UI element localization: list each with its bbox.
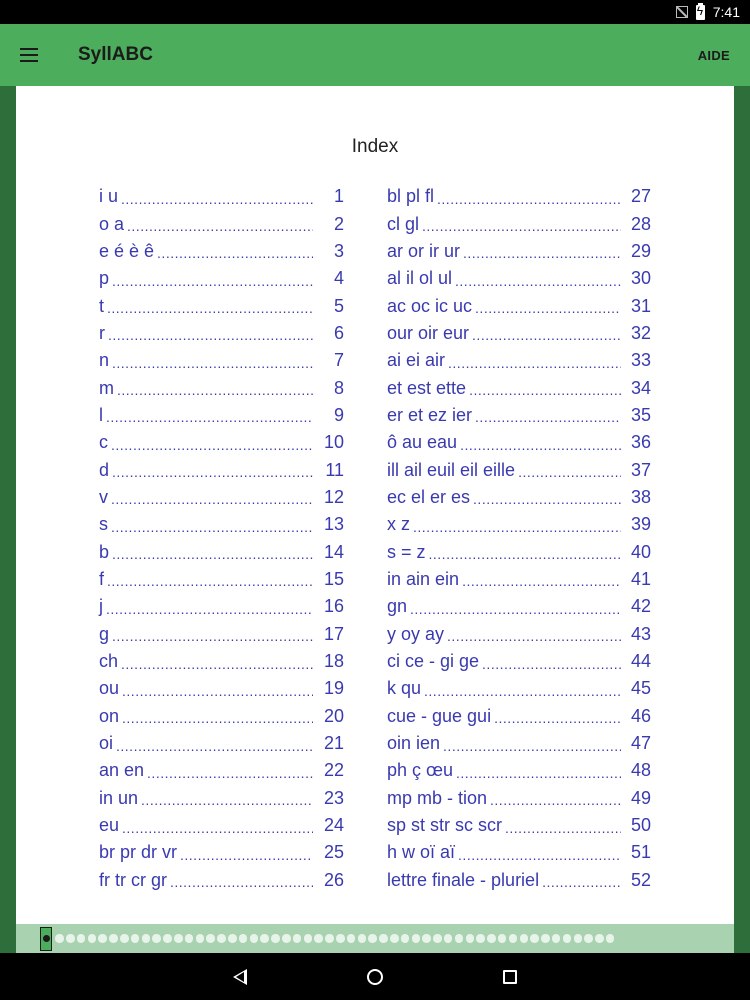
dot-leader (469, 382, 621, 398)
index-entry-page: 45 (630, 678, 651, 699)
page-dot[interactable] (88, 934, 97, 943)
index-entry-page: 43 (630, 623, 651, 644)
page-dot[interactable] (250, 934, 259, 943)
dot-leader (127, 218, 313, 234)
page-dot[interactable] (401, 934, 410, 943)
page-title: Index (351, 136, 399, 157)
page-dot[interactable] (444, 934, 453, 943)
index-entry[interactable] (387, 839, 651, 866)
index-entry-page: 40 (630, 541, 651, 562)
index-entry-page: 33 (630, 350, 651, 371)
index-entry[interactable] (387, 867, 651, 894)
dot-leader (141, 792, 313, 808)
index-entry[interactable] (99, 238, 344, 265)
page-dot[interactable] (98, 934, 107, 943)
page-dot[interactable] (358, 934, 367, 943)
index-entry-page: 27 (630, 186, 651, 207)
dot-leader (410, 601, 621, 617)
dot-leader (122, 820, 313, 836)
index-entry-page: 47 (630, 733, 651, 754)
index-entry-label: cl gl (387, 213, 420, 234)
index-entry[interactable] (99, 566, 344, 593)
index-entry[interactable] (99, 374, 344, 401)
index-entry-page: 32 (630, 322, 651, 343)
page-dot[interactable] (228, 934, 237, 943)
index-entry[interactable] (99, 292, 344, 319)
index-entry-page: 42 (630, 596, 651, 617)
dot-leader (422, 218, 621, 234)
page-dot[interactable] (206, 934, 215, 943)
page-dot[interactable] (347, 934, 356, 943)
index-column-right (387, 183, 651, 894)
dot-leader (106, 409, 313, 425)
index-entry[interactable] (99, 867, 344, 894)
index-entry-label: in un (99, 787, 139, 808)
index-entry-label: c (99, 432, 108, 453)
dot-leader (112, 273, 313, 289)
dot-leader (518, 464, 621, 480)
page-dot[interactable] (412, 934, 421, 943)
index-entry-page: 26 (323, 869, 344, 890)
index-entry[interactable] (387, 757, 651, 784)
index-entry[interactable] (387, 292, 651, 319)
dot-leader (455, 273, 621, 289)
dot-leader (116, 738, 313, 754)
index-entry-page: 36 (630, 432, 651, 453)
index-entry[interactable] (387, 374, 651, 401)
index-entry[interactable] (387, 265, 651, 292)
index-entry-page: 13 (323, 514, 344, 535)
index-entry[interactable] (99, 429, 344, 456)
index-entry-label: f (99, 568, 105, 589)
dot-leader (121, 191, 313, 207)
index-entry-label: er et ez ier (387, 404, 473, 425)
index-entry-label: ci ce - gi ge (387, 651, 480, 672)
index-entry[interactable] (387, 566, 651, 593)
dot-leader (112, 355, 313, 371)
status-bar (0, 0, 750, 24)
page-dot[interactable] (185, 934, 194, 943)
index-entry[interactable] (99, 538, 344, 565)
page-dot[interactable] (152, 934, 161, 943)
index-entry[interactable] (387, 511, 651, 538)
index-entry-label: sp st str sc scr (387, 815, 503, 836)
page-dot[interactable] (163, 934, 172, 943)
dot-leader (413, 519, 621, 535)
dot-leader (475, 409, 621, 425)
index-entry-page: 24 (323, 815, 344, 836)
page-dot[interactable] (422, 934, 431, 943)
dot-leader (112, 464, 313, 480)
index-entry-label: an en (99, 760, 145, 781)
menu-icon[interactable] (9, 24, 49, 86)
page-dot[interactable] (271, 934, 280, 943)
index-entry[interactable] (387, 730, 651, 757)
index-entry-page: 35 (630, 404, 651, 425)
index-entry-label: b (99, 541, 110, 562)
index-entry[interactable] (99, 621, 344, 648)
recents-icon[interactable] (503, 970, 517, 984)
index-entry[interactable] (387, 484, 651, 511)
dot-leader (111, 491, 313, 507)
dot-leader (447, 628, 621, 644)
page-dot[interactable] (584, 934, 593, 943)
index-entry-label: h w oï aï (387, 842, 456, 863)
dot-leader (112, 546, 313, 562)
index-entry-page: 38 (630, 486, 651, 507)
index-entry-page: 6 (333, 322, 344, 343)
navigation-bar (0, 953, 750, 1000)
dot-leader (121, 656, 313, 672)
index-entry-page: 2 (333, 213, 344, 234)
index-page (16, 86, 734, 924)
page-dot[interactable] (239, 934, 248, 943)
index-entry[interactable] (99, 320, 344, 347)
index-entry-page: 1 (333, 186, 344, 207)
dot-leader (494, 710, 621, 726)
index-entry-page: 10 (323, 432, 344, 453)
index-entry-page: 19 (323, 678, 344, 699)
dot-leader (460, 437, 621, 453)
dot-leader (429, 546, 621, 562)
dot-leader (122, 710, 313, 726)
index-entry[interactable] (99, 183, 344, 210)
page-dot[interactable] (498, 934, 507, 943)
dot-leader (157, 245, 313, 261)
page-dot[interactable] (541, 934, 550, 943)
page-dot[interactable] (174, 934, 183, 943)
dot-leader (448, 355, 621, 371)
page-dot[interactable] (293, 934, 302, 943)
index-entry-page: 44 (630, 651, 651, 672)
dot-leader (111, 519, 313, 535)
index-entry[interactable] (99, 812, 344, 839)
index-entry-label: n (99, 350, 110, 371)
page-dot[interactable] (120, 934, 129, 943)
index-entry[interactable] (387, 320, 651, 347)
index-entry[interactable] (99, 675, 344, 702)
index-entry[interactable] (99, 210, 344, 237)
dot-leader (458, 847, 621, 863)
index-entry[interactable] (387, 812, 651, 839)
home-icon[interactable] (367, 969, 383, 985)
index-entry-page: 37 (630, 459, 651, 480)
dot-leader (111, 437, 313, 453)
index-entry[interactable] (387, 703, 651, 730)
index-entry-label: eu (99, 815, 120, 836)
index-entry-page: 12 (323, 486, 344, 507)
dot-leader (122, 683, 313, 699)
page-dot[interactable] (379, 934, 388, 943)
index-entry-page: 17 (323, 623, 344, 644)
dot-leader (456, 765, 621, 781)
index-entry-label: br pr dr vr (99, 842, 178, 863)
page-dot[interactable] (552, 934, 561, 943)
page-dot[interactable] (368, 934, 377, 943)
dot-leader (473, 491, 621, 507)
index-entry[interactable] (387, 210, 651, 237)
dot-leader (443, 738, 621, 754)
index-entry-label: ô au eau (387, 432, 458, 453)
page-dot[interactable] (390, 934, 399, 943)
index-entry[interactable] (387, 621, 651, 648)
dot-leader (505, 820, 621, 836)
index-entry-page: 8 (333, 377, 344, 398)
page-dot[interactable] (476, 934, 485, 943)
index-entry-label: cue - gue gui (387, 705, 492, 726)
dot-leader (180, 847, 313, 863)
page-dot[interactable] (55, 934, 64, 943)
index-entry-label: oi (99, 733, 114, 754)
page-dot[interactable] (142, 934, 151, 943)
index-entry-label: e é è ê (99, 240, 155, 261)
app-title: SyllABC (78, 44, 153, 65)
index-entry-page: 48 (630, 760, 651, 781)
index-entry-label: our oir eur (387, 322, 470, 343)
dot-leader (107, 573, 313, 589)
page-dot[interactable] (336, 934, 345, 943)
index-entry-label: x z (387, 514, 411, 535)
index-entry-page: 50 (630, 815, 651, 836)
index-entry-page: 23 (323, 787, 344, 808)
index-entry[interactable] (99, 511, 344, 538)
index-entry-label: ph ç œu (387, 760, 454, 781)
index-entry-page: 20 (323, 705, 344, 726)
index-entry-page: 28 (630, 213, 651, 234)
index-entry[interactable] (99, 484, 344, 511)
page-dot[interactable] (595, 934, 604, 943)
index-entry-page: 39 (630, 514, 651, 535)
index-entry-page: 4 (333, 268, 344, 289)
index-entry[interactable] (387, 593, 651, 620)
index-entry-label: gn (387, 596, 408, 617)
back-icon[interactable] (233, 969, 247, 985)
index-entry[interactable] (387, 238, 651, 265)
page-dot[interactable] (530, 934, 539, 943)
help-button[interactable]: AIDE (697, 47, 730, 63)
app-bar (0, 24, 750, 86)
index-entry[interactable] (387, 183, 651, 210)
index-column-left (99, 183, 344, 894)
index-entry-label: ai ei air (387, 350, 446, 371)
index-entry-label: ch (99, 651, 119, 672)
page-dot[interactable] (433, 934, 442, 943)
index-entry-page: 41 (630, 568, 651, 589)
index-entry-page: 15 (323, 568, 344, 589)
dot-leader (437, 191, 621, 207)
index-entry-page: 21 (323, 733, 344, 754)
dot-leader (147, 765, 313, 781)
index-entry-label: r (99, 322, 105, 343)
index-entry[interactable] (387, 429, 651, 456)
page-dot-current[interactable] (40, 927, 52, 951)
index-entry-page: 46 (630, 705, 651, 726)
index-entry[interactable] (99, 456, 344, 483)
index-entry-label: d (99, 459, 110, 480)
index-entry-label: mp mb - tion (387, 787, 488, 808)
index-entry-label: oin ien (387, 733, 441, 754)
index-entry-page: 7 (333, 350, 344, 371)
index-entry-label: ec el er es (387, 486, 471, 507)
index-entry-label: k qu (387, 678, 422, 699)
index-entry-label: on (99, 705, 120, 726)
page-dot[interactable] (131, 934, 140, 943)
no-sim-icon (676, 6, 688, 18)
dot-leader (472, 327, 621, 343)
page-dot[interactable] (455, 934, 464, 943)
index-entry-label: fr tr cr gr (99, 869, 167, 890)
index-entry[interactable] (387, 347, 651, 374)
index-entry[interactable] (99, 347, 344, 374)
index-entry-label: s = z (387, 541, 426, 562)
index-entry-label: v (99, 486, 108, 507)
index-entry-page: 51 (630, 842, 651, 863)
index-entry-label: ill ail euil eil eille (387, 459, 516, 480)
dot-leader (108, 327, 313, 343)
index-entry-label: i u (99, 186, 119, 207)
page-dot[interactable] (509, 934, 518, 943)
index-entry-label: y oy ay (387, 623, 445, 644)
index-entry[interactable] (387, 456, 651, 483)
index-entry[interactable] (99, 785, 344, 812)
index-entry-label: in ain ein (387, 568, 460, 589)
index-entry-label: ac oc ic uc (387, 295, 473, 316)
index-entry[interactable] (387, 402, 651, 429)
status-time: 7:41 (712, 4, 740, 20)
index-entry-page: 18 (323, 651, 344, 672)
page-indicator (16, 924, 734, 953)
index-entry-page: 5 (333, 295, 344, 316)
page-dot[interactable] (77, 934, 86, 943)
page-dot[interactable] (314, 934, 323, 943)
page-dot[interactable] (325, 934, 334, 943)
index-entry-label: ar or ir ur (387, 240, 461, 261)
index-entry[interactable] (99, 648, 344, 675)
index-entry-page: 25 (323, 842, 344, 863)
index-entry-label: bl pl fl (387, 186, 435, 207)
index-entry[interactable] (387, 648, 651, 675)
index-entry-page: 31 (630, 295, 651, 316)
page-dot[interactable] (466, 934, 475, 943)
index-entry-label: lettre finale - pluriel (387, 869, 540, 890)
index-entry[interactable] (99, 402, 344, 429)
page-dot[interactable] (260, 934, 269, 943)
dot-leader (117, 382, 313, 398)
index-entry-label: t (99, 295, 105, 316)
index-entry-page: 22 (323, 760, 344, 781)
battery-charging-icon (696, 5, 705, 20)
index-entry-page: 16 (323, 596, 344, 617)
index-entry-page: 3 (333, 240, 344, 261)
index-entry[interactable] (387, 538, 651, 565)
page-dot[interactable] (196, 934, 205, 943)
index-entry-page: 34 (630, 377, 651, 398)
page-dot[interactable] (574, 934, 583, 943)
index-entry-page: 29 (630, 240, 651, 261)
index-entry-label: et est ette (387, 377, 467, 398)
page-dot[interactable] (217, 934, 226, 943)
page-dot[interactable] (520, 934, 529, 943)
index-entry[interactable] (387, 675, 651, 702)
index-entry-label: s (99, 514, 108, 535)
index-entry-page: 11 (325, 459, 344, 480)
dot-leader (462, 573, 621, 589)
page-dot[interactable] (304, 934, 313, 943)
dot-leader (482, 656, 621, 672)
index-entry[interactable] (99, 839, 344, 866)
index-entry[interactable] (387, 785, 651, 812)
index-entry-page: 9 (333, 404, 344, 425)
index-entry[interactable] (99, 757, 344, 784)
index-entry-page: 52 (630, 869, 651, 890)
index-entry-label: j (99, 596, 103, 617)
index-entry[interactable] (99, 730, 344, 757)
index-entry-label: m (99, 377, 114, 398)
index-entry-label: o a (99, 213, 125, 234)
index-entry-label: g (99, 623, 110, 644)
page-dot[interactable] (606, 934, 615, 943)
index-entry-page: 30 (630, 268, 651, 289)
index-entry[interactable] (99, 593, 344, 620)
page-dot[interactable] (563, 934, 572, 943)
page-dot[interactable] (282, 934, 291, 943)
index-entry-page: 14 (323, 541, 344, 562)
index-entry-label: l (99, 404, 103, 425)
dot-leader (490, 792, 621, 808)
index-entry[interactable] (99, 703, 344, 730)
page-dot[interactable] (66, 934, 75, 943)
page-dot[interactable] (109, 934, 118, 943)
dot-leader (475, 300, 621, 316)
index-entry-page: 49 (630, 787, 651, 808)
dot-leader (106, 601, 313, 617)
dot-leader (112, 628, 313, 644)
dot-leader (170, 874, 313, 890)
dot-leader (463, 245, 621, 261)
dot-leader (424, 683, 621, 699)
index-entry[interactable] (99, 265, 344, 292)
dot-leader (107, 300, 313, 316)
index-entry-label: al il ol ul (387, 268, 453, 289)
page-dot[interactable] (487, 934, 496, 943)
index-entry-label: p (99, 268, 110, 289)
index-entry-label: ou (99, 678, 120, 699)
dot-leader (542, 874, 621, 890)
